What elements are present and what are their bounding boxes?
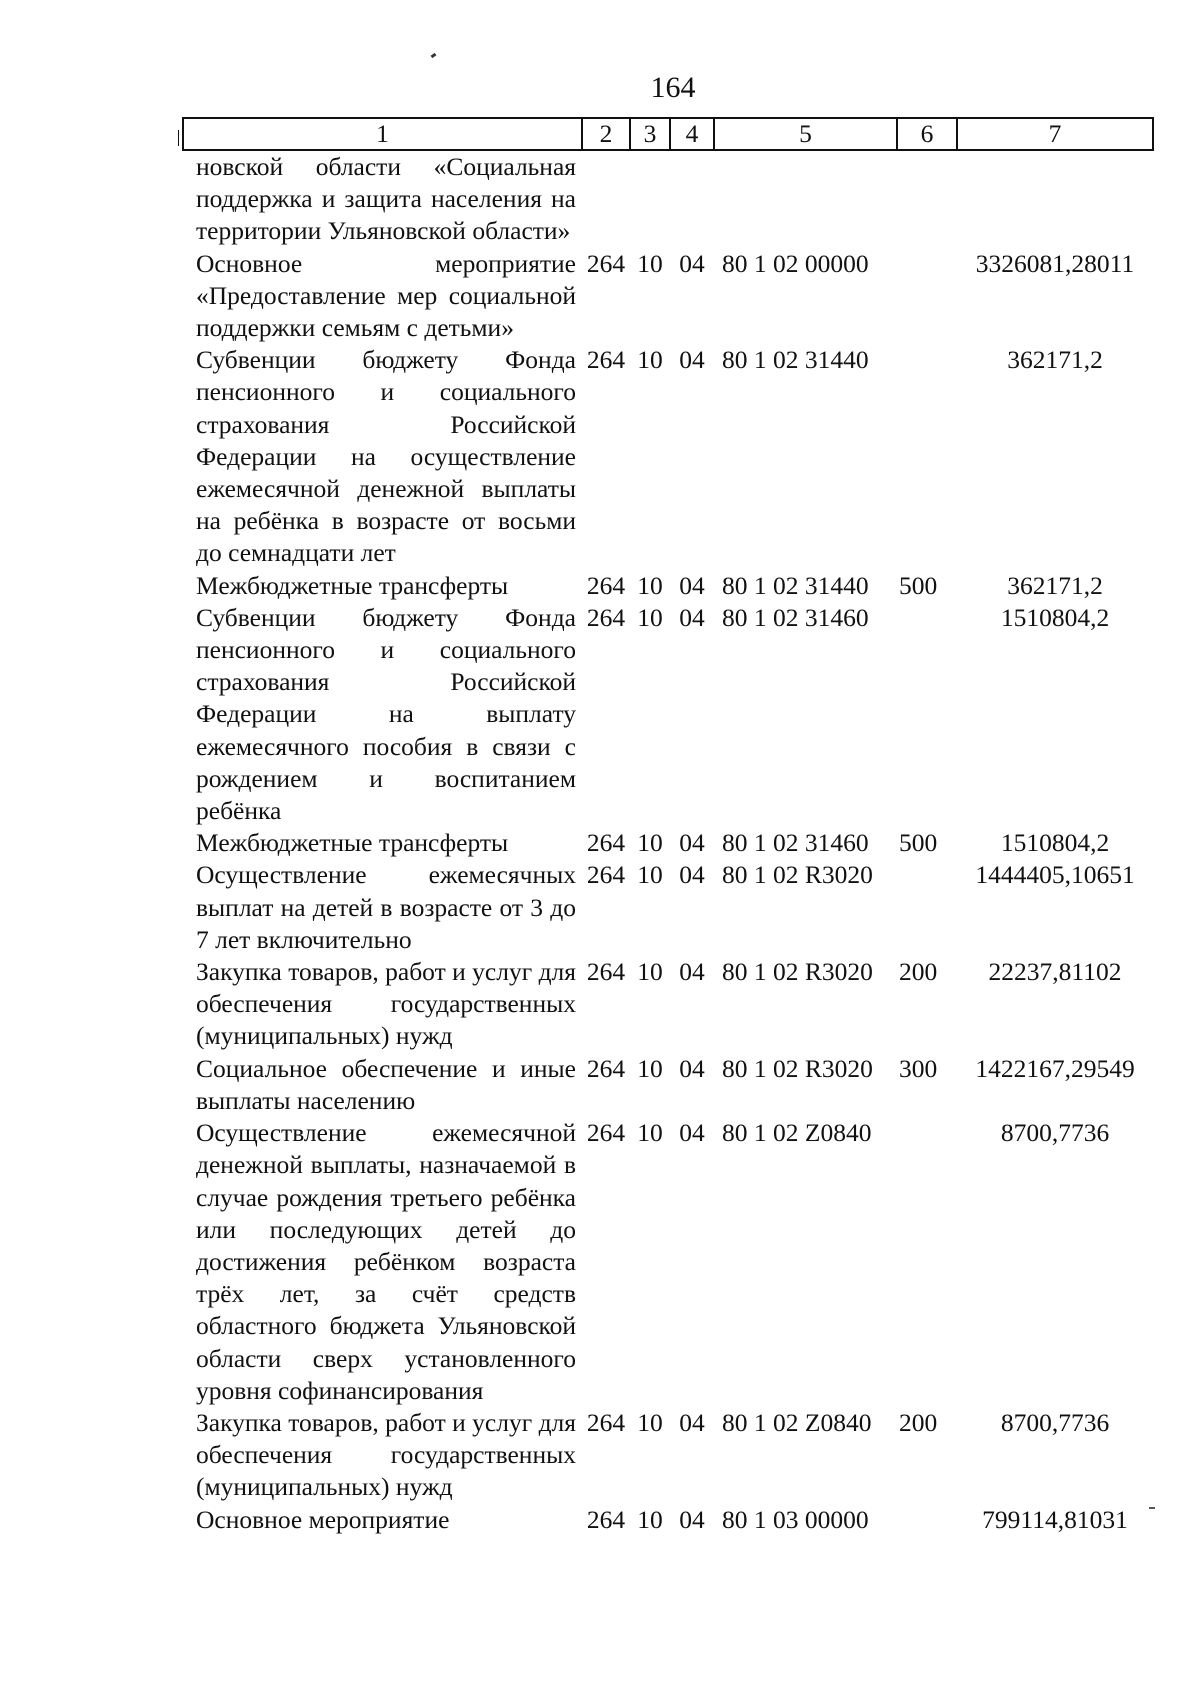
cell-c7: 22237,81102: [988, 957, 1122, 987]
row-description: Межбюджетные трансферты: [196, 828, 509, 858]
cell-c7: 362171,2: [1007, 570, 1103, 600]
cell-c6: [897, 859, 957, 956]
cell-c4: 04: [679, 957, 705, 987]
cell-c5: 80 1 02 Z0840: [722, 1118, 872, 1148]
cell-c2: 264: [586, 828, 626, 858]
cell-c7: 1444405,10651: [975, 860, 1135, 890]
cell-c3: 10: [637, 828, 663, 858]
cell-c6: [897, 1504, 957, 1536]
cell-c6: 500: [899, 570, 938, 600]
cell-c5: 80 1 02 31460: [722, 828, 869, 858]
table-row: [183, 1407, 1153, 1504]
cell-c4: 04: [679, 345, 705, 375]
cell-c4: 04: [679, 1053, 705, 1083]
cell-c4: 04: [679, 828, 705, 858]
table-row: [183, 1504, 1153, 1536]
row-description: Социальное обеспечение и иные выплаты населению: [196, 1053, 576, 1115]
cell-c4: 04: [679, 1504, 705, 1534]
cell-c5: 80 1 02 00000: [722, 248, 869, 278]
cell-c5: 80 1 02 R3020: [722, 957, 873, 987]
cell-c6: [897, 248, 957, 345]
cell-c5: 80 1 02 31440: [722, 345, 869, 375]
cell-c3: 10: [637, 1504, 663, 1534]
cell-c3: 10: [637, 1118, 663, 1148]
cell-c2: 264: [586, 345, 626, 375]
cell-c2: 264: [586, 1053, 626, 1083]
cell-c2: 264: [586, 570, 626, 600]
cell-c3: 10: [637, 345, 663, 375]
row-description: Закупка товаров, работ и услуг для обеспечения государственных (муниципальных) нужд: [196, 957, 576, 1051]
cell-c2: 264: [586, 957, 626, 987]
scan-mark: [431, 53, 437, 58]
table-row: [183, 602, 1153, 827]
cell-c4: 04: [679, 1118, 705, 1148]
cell-c7: 1422167,29549: [975, 1053, 1135, 1083]
table-header-row: [183, 118, 1153, 150]
cell-c2: 264: [586, 602, 626, 632]
budget-table: [182, 117, 1154, 1536]
column-header: 2: [582, 118, 630, 150]
cell-c6: [897, 1117, 957, 1407]
cell-c3: 10: [637, 248, 663, 278]
column-header: 5: [714, 118, 897, 150]
cell-c5: 80 1 02 31460: [722, 602, 869, 632]
row-description: Субвенции бюджету Фонда пенсионного и социального страхования Российской Федерации на осуществление ежемесячной денежной выплаты на ребёнка в возрасте от восьми до семнадцати лет: [196, 345, 576, 568]
cell-c3: [630, 150, 670, 248]
cell-c7: [957, 150, 1153, 248]
table-row: [183, 248, 1153, 345]
table-row: [183, 344, 1153, 569]
table-row: [183, 150, 1153, 248]
table-row: [183, 827, 1153, 859]
cell-c3: 10: [637, 957, 663, 987]
cell-c3: 10: [637, 860, 663, 890]
table-row: [183, 570, 1153, 602]
row-description: Осуществление ежемесячной денежной выплаты, назначаемой в случае рождения третьего ребёнка или последующих детей до достижения ребёнком возраста трёх лет, за счёт средств областного бюджета Ульяновской области сверх установленного уровня софинансирования: [196, 1118, 576, 1405]
cell-c2: 264: [586, 1118, 626, 1148]
cell-c2: 264: [586, 860, 626, 890]
cell-c2: 264: [586, 1407, 626, 1437]
cell-c2: 264: [586, 248, 626, 278]
cell-c6: [897, 344, 957, 569]
column-header: 6: [897, 118, 957, 150]
cell-c5: 80 1 02 R3020: [722, 860, 873, 890]
scan-tick: [178, 130, 179, 146]
page-number: 164: [650, 71, 696, 104]
cell-c7: 3326081,28011: [975, 248, 1135, 278]
cell-c4: 04: [679, 248, 705, 278]
row-description: Осуществление ежемесячных выплат на детей в возрасте от 3 до 7 лет включительно: [196, 860, 576, 954]
cell-c5: [714, 150, 897, 248]
cell-c3: 10: [637, 1407, 663, 1437]
table-row: [183, 859, 1153, 956]
cell-c6: [897, 602, 957, 827]
cell-c4: [670, 150, 714, 248]
cell-c6: 300: [899, 1053, 938, 1083]
cell-c5: 80 1 02 R3020: [722, 1053, 873, 1083]
row-description: Основное мероприятие «Предоставление мер социальной поддержки семьям с детьми»: [196, 248, 576, 343]
cell-c7: 8700,7736: [1000, 1407, 1110, 1437]
column-header: 7: [957, 118, 1153, 150]
cell-c5: 80 1 03 00000: [722, 1504, 869, 1534]
cell-c4: 04: [679, 860, 705, 890]
row-description: Основное мероприятие: [196, 1504, 450, 1534]
cell-c3: 10: [637, 570, 663, 600]
row-description: Закупка товаров, работ и услуг для обеспечения государственных (муниципальных) нужд: [196, 1407, 576, 1502]
column-header: 3: [630, 118, 670, 150]
cell-c3: 10: [637, 602, 663, 632]
cell-c2: [582, 150, 630, 248]
column-header: 4: [670, 118, 714, 150]
cell-c5: 80 1 02 Z0840: [722, 1407, 872, 1437]
cell-c6: 500: [899, 828, 938, 858]
cell-c2: 264: [586, 1504, 626, 1534]
table-row: [183, 956, 1153, 1053]
cell-c6: [897, 150, 957, 248]
column-header: 1: [183, 118, 582, 150]
cell-c3: 10: [637, 1053, 663, 1083]
cell-c6: 200: [899, 1407, 938, 1437]
row-description: новской области «Социальная поддержка и защита населения на территории Ульяновской области»: [196, 152, 576, 246]
cell-c7: 8700,7736: [1000, 1118, 1110, 1148]
cell-c6: 200: [899, 957, 938, 987]
cell-c4: 04: [679, 570, 705, 600]
scan-dot: [1149, 1507, 1155, 1509]
cell-c5: 80 1 02 31440: [722, 570, 869, 600]
cell-c7: 799114,81031: [982, 1504, 1128, 1534]
cell-c7: 362171,2: [1007, 345, 1103, 375]
cell-c4: 04: [679, 1407, 705, 1437]
row-description: Субвенции бюджету Фонда пенсионного и социального страхования Российской Федерации на выплату ежемесячного пособия в связи с рождением и воспитанием ребёнка: [196, 602, 576, 826]
table-row: [183, 1117, 1153, 1407]
row-description: Межбюджетные трансферты: [196, 570, 509, 600]
cell-c4: 04: [679, 602, 705, 632]
table-row: [183, 1053, 1153, 1117]
cell-c7: 1510804,2: [1000, 828, 1110, 858]
cell-c7: 1510804,2: [1000, 602, 1110, 632]
